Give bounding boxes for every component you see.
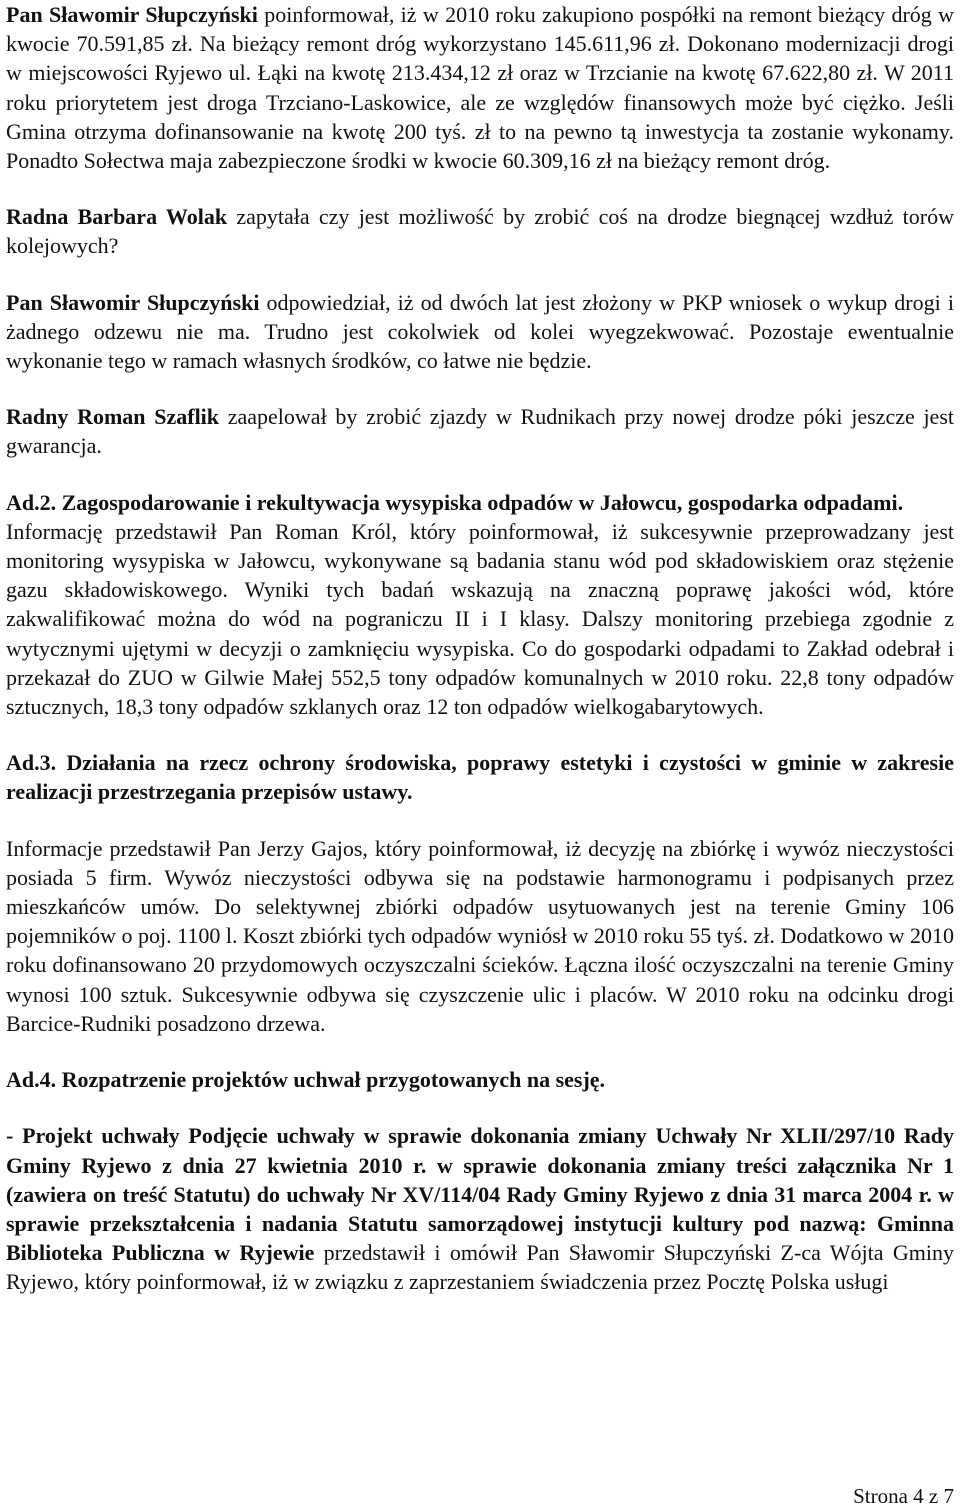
heading-text: Ad.3. Działania na rzecz ochrony środowiska, poprawy estetyki i czystości w gminie w zakresie realizacji przestrzegania przepisów ustawy. — [6, 750, 954, 805]
paragraph-ad2-body: Informację przedstawił Pan Roman Król, który poinformował, iż sukcesywnie przeprowadzany jest monitoring wysypiska w Jałowcu, wykonywane są badania stanu wód pod składowiskiem oraz stężenie gazu składowiskowego. Wyniki tych badań wskazują na znaczną poprawę jakości wód, które zakwalifikować można do wód na pograniczu II i I klasy. Dalszy monitoring przebiega zgodnie z wytycznymi ujętymi w decyzji o zamknięciu wysypiska. Co do gospodarki odpadami to Zakład odebrał i przekazał do ZUO w Gilwie Małej 552,5 tony odpadów komunalnych w 2010 roku. 22,8 tony odpadów sztucznych, 18,3 tony odpadów szklanych oraz 12 ton odpadów wielkogabarytowych. — [6, 518, 954, 720]
document-page — [6, 0, 954, 1297]
section-heading-ad2 — [6, 488, 954, 517]
paragraph-ad3-body: Informacje przedstawił Pan Jerzy Gajos, który poinformował, iż decyzję na zbiórkę i wywóz nieczystości posiada 5 firm. Wywóz nieczystości odbywa się na podstawie harmonogramu i podpisanych przez mieszkańców umów. Do selektywnej zbiórki odpadów usytuowanych jest na terenie Gminy 106 pojemników o poj. 1100 l. Koszt zbiórki tych odpadów wyniósł w 2010 roku 55 tyś. zł. Dodatkowo w 2010 roku dofinansowano 20 przydomowych oczyszczalni ścieków. Łączna ilość oczyszczalni na terenie Gminy wynosi 100 sztuk. Sukcesywnie odbywa się czyszczenie ulic i placów. W 2010 roku na odcinku drogi Barcice-Rudniki posadzono drzewa. — [6, 835, 954, 1036]
section-heading-ad4 — [6, 1065, 954, 1094]
paragraph-text: zaapelował by zrobić zjazdy w Rudnikach przy nowej drodze póki jeszcze jest gwarancja. — [6, 404, 954, 459]
speaker-name: Radna Barbara Wolak — [6, 204, 228, 230]
paragraph-text: poinformował, iż w 2010 roku zakupiono pospółki na remont bieżący dróg w kwocie 70.591,85 zł. Na bieżący remont dróg wykorzystano 145.611,96 zł. Dokonano modernizacji drogi w miejscowości Ryjewo ul. Łąki na kwotę 213.434,12 zł oraz w Trzcianie na kwotę 67.622,80 zł. W 2011 roku priorytetem jest droga Trzciano-Laskowice, ale ze względów finansowych może być ciężko. Jeśli Gmina otrzyma dofinansowanie na kwotę 200 tyś. zł to na pewno tą inwestycja ta zostanie wykonamy. Ponadto Sołectwa maja zabezpieczone środki w kwocie 60.309,16 zł na bieżący remont dróg. — [6, 2, 954, 174]
paragraph-road-report — [6, 0, 954, 175]
speaker-name: Pan Sławomir Słupczyński — [6, 2, 258, 27]
paragraph-text: odpowiedział, iż od dwóch lat jest złożony w PKP wniosek o wykup drogi i żadnego odzewu nie ma. Trudno jest cokolwiek od kolei wyegzekwować. Pozostaje ewentualnie wykonanie tego w ramach własnych środków, co łatwe nie będzie. — [6, 289, 954, 374]
paragraph-appeal-szaflik — [6, 402, 954, 460]
page-number: Strona 4 z 7 — [853, 1484, 954, 1508]
paragraph-answer-slupczynski — [6, 288, 954, 376]
heading-text: Ad.4. Rozpatrzenie projektów uchwał przygotowanych na sesję. — [6, 1067, 606, 1093]
heading-text: Ad.2. Zagospodarowanie i rekultywacja wysypiska odpadów w Jałowcu, gospodarka odpadami. — [6, 489, 904, 515]
speaker-name: Pan Sławomir Słupczyński — [6, 289, 260, 315]
paragraph-question-wolak — [6, 202, 954, 260]
section-heading-ad3 — [6, 748, 954, 806]
paragraph-resolution-project — [6, 1121, 954, 1296]
paragraph-text: przedstawił i omówił Pan Sławomir Słupczyński Z-ca Wójta Gminy Ryjewo, który poinformował, iż w związku z zaprzestaniem świadczenia przez Pocztę Polska usługi — [6, 1240, 954, 1295]
paragraph-text: zapytała czy jest możliwość by zrobić coś na drodze biegnącej wzdłuż torów kolejowych? — [6, 204, 954, 259]
resolution-title: - Projekt uchwały Podjęcie uchwały w sprawie dokonania zmiany Uchwały Nr XLII/297/10 Rady Gminy Ryjewo z dnia 27 kwietnia 2010 r. w sprawie dokonania zmiany treści załącznika Nr 1 (zawiera on treść Statutu) do uchwały Nr XV/114/04 Rady Gminy Ryjewo z dnia 31 marca 2004 r. w sprawie przekształcenia i nadania Statutu samorządowej instytucji kultury pod nazwą: Gminna Biblioteka Publiczna w Ryjewie — [6, 1123, 954, 1266]
speaker-name: Radny Roman Szaflik — [6, 404, 220, 430]
